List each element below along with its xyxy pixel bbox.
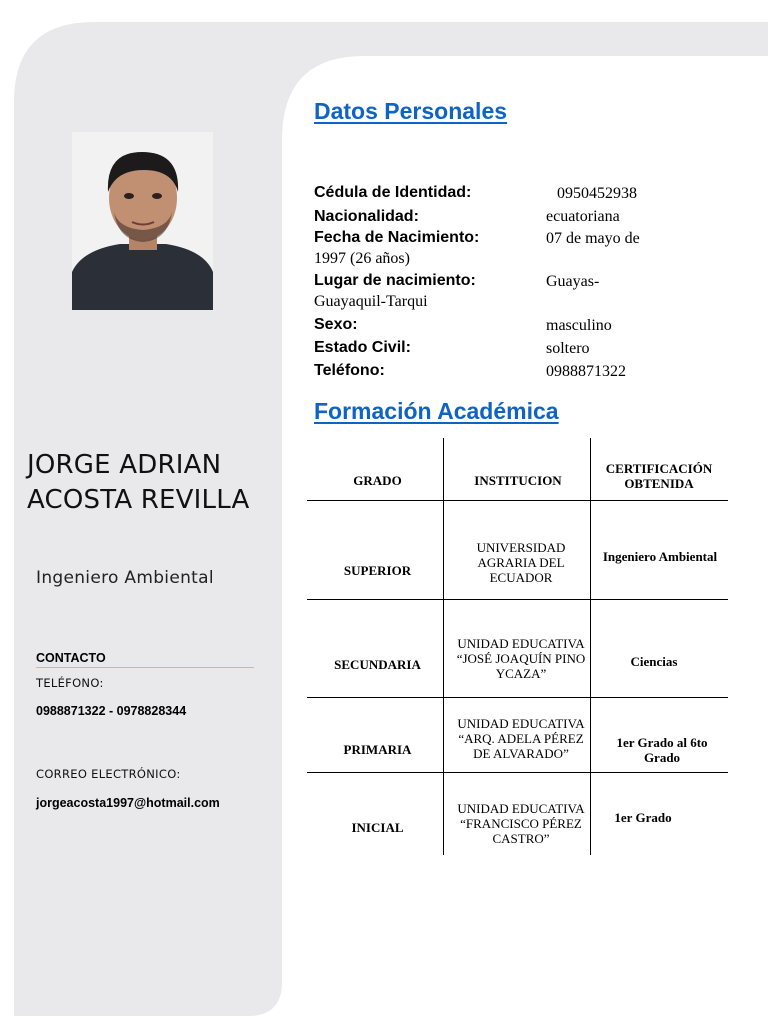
- table-cell-grado: SUPERIOR: [343, 562, 412, 578]
- table-cell-institucion: UNIDAD EDUCATIVA “ARQ. ADELA PÉREZ DE ALVARADO”: [457, 715, 585, 761]
- fecha-label: Fecha de Nacimiento:: [314, 229, 480, 246]
- table-divider: [307, 697, 728, 698]
- phone-value: 0988871322 - 0978828344: [36, 704, 187, 718]
- table-divider: [307, 772, 728, 773]
- cedula-label: Cédula de Identidad:: [314, 184, 472, 201]
- table-cell-certificacion: 1er Grado al 6to Grado: [616, 735, 708, 765]
- personal-data-heading: Datos Personales: [314, 98, 508, 124]
- table-cell-grado: PRIMARIA: [343, 741, 412, 757]
- profile-photo: [72, 132, 213, 310]
- nacionalidad-label: Nacionalidad:: [314, 208, 419, 225]
- nacionalidad-value: ecuatoriana: [546, 208, 620, 225]
- contact-title: CONTACTO: [36, 651, 106, 665]
- table-cell-institucion: UNIDAD EDUCATIVA “JOSÉ JOAQUÍN PINO YCAZA”: [456, 635, 586, 681]
- col-header-grado: GRADO: [353, 472, 402, 488]
- table-cell-institucion: UNIVERSIDAD AGRARIA DEL ECUADOR: [476, 539, 566, 585]
- lugar-value: Guayas-: [546, 273, 600, 290]
- email-value[interactable]: jorgeacosta1997@hotmail.com: [36, 796, 220, 810]
- table-cell-grado: INICIAL: [351, 819, 404, 835]
- col-header-certificacion: CERTIFICACIÓN OBTENIDA: [605, 461, 713, 491]
- civil-value: soltero: [546, 340, 590, 357]
- table-divider: [307, 500, 728, 501]
- table-cell-institucion: UNIDAD EDUCATIVA “FRANCISCO PÉREZ CASTRO”: [457, 800, 585, 846]
- email-label: CORREO ELECTRÓNICO:: [36, 767, 181, 781]
- table-cell-certificacion: Ingeniero Ambiental: [602, 548, 718, 564]
- lugar-value-cont: Guayaquil-Tarqui: [314, 293, 428, 310]
- telefono-value: 0988871322: [546, 363, 626, 380]
- lugar-label: Lugar de nacimiento:: [314, 272, 476, 289]
- phone-label: TELÉFONO:: [36, 676, 104, 690]
- table-cell-grado: SECUNDARIA: [334, 656, 421, 672]
- profession: Ingeniero Ambiental: [36, 568, 214, 588]
- education-heading: Formación Académica: [314, 398, 559, 424]
- col-header-institucion: INSTITUCION: [474, 472, 562, 488]
- table-divider: [307, 599, 728, 600]
- table-cell-certificacion: 1er Grado: [614, 809, 672, 825]
- civil-label: Estado Civil:: [314, 339, 411, 356]
- telefono-label: Teléfono:: [314, 362, 385, 379]
- contact-divider: [36, 667, 254, 668]
- full-name: [27, 448, 287, 518]
- fecha-value-cont: 1997 (26 años): [314, 250, 410, 267]
- full-name-line2: ACOSTA REVILLA: [27, 485, 250, 515]
- full-name-line1: JORGE ADRIAN: [27, 450, 222, 480]
- sexo-value: masculino: [546, 317, 612, 334]
- fecha-value: 07 de mayo de: [546, 230, 640, 247]
- cedula-value: 0950452938: [557, 185, 637, 202]
- table-cell-certificacion: Ciencias: [630, 653, 678, 669]
- sexo-label: Sexo:: [314, 316, 358, 333]
